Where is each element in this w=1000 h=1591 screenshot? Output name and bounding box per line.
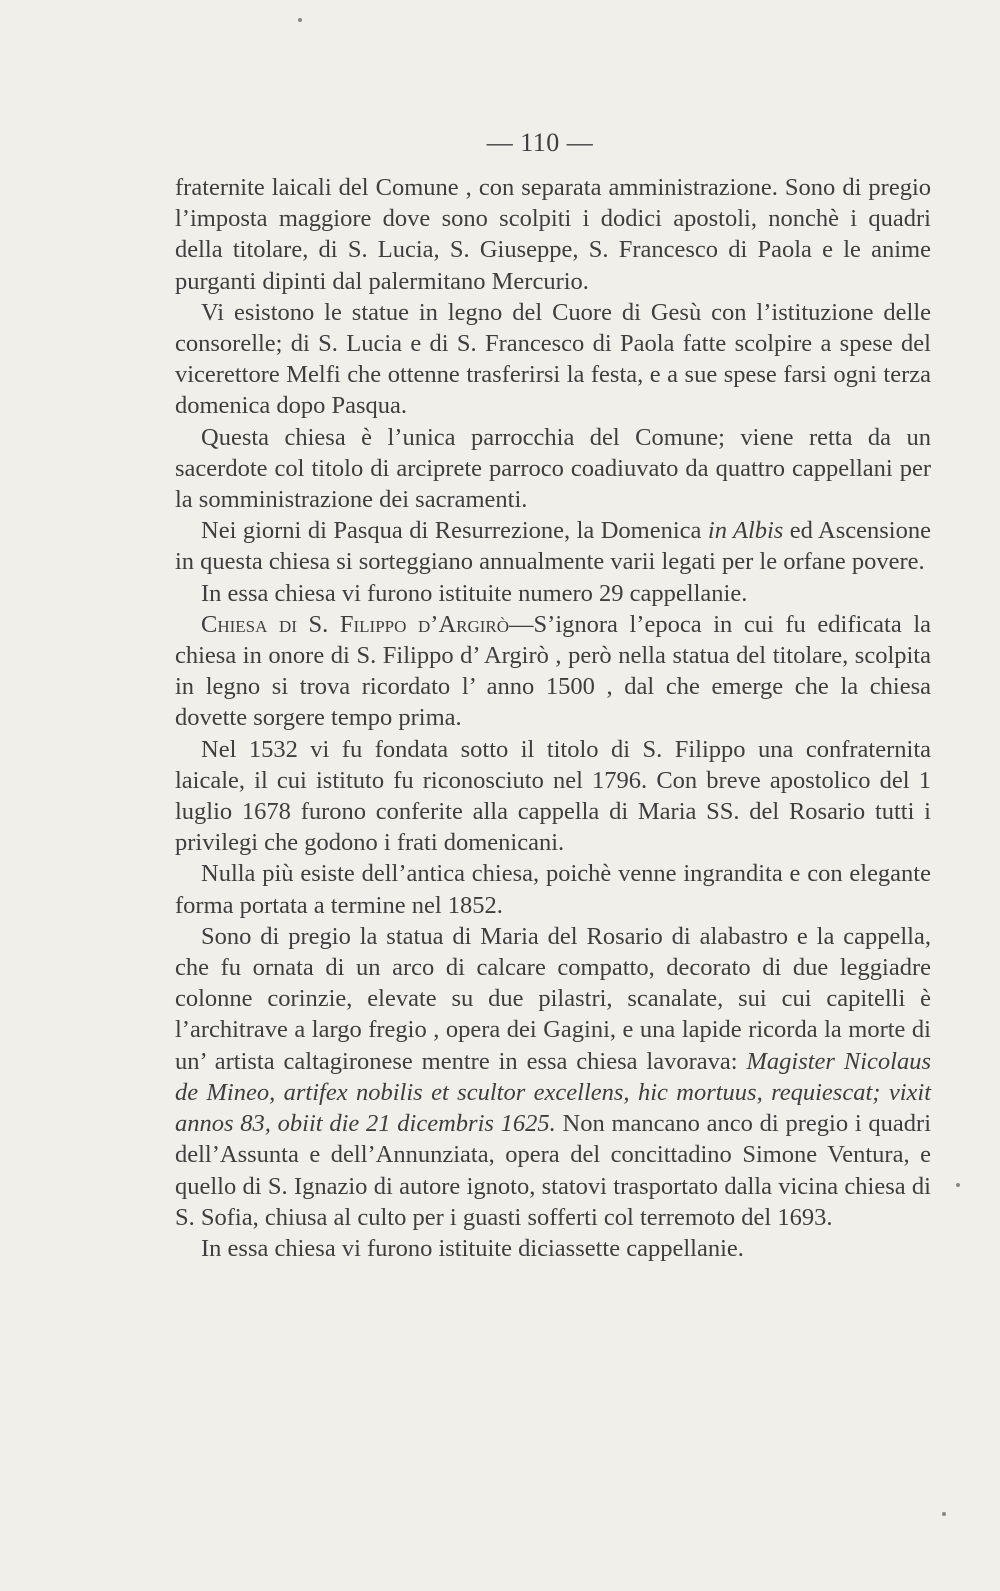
body-text — [175, 172, 931, 1264]
paragraph-text: Nulla più esiste dell’antica chiesa, poichè venne ingrandita e con elegante forma portata a termine nel 1852. — [175, 860, 931, 919]
paragraph — [175, 422, 931, 516]
paragraph-text: Sono di pregio la statua di Maria del Rosario di alabastro e la cappella, che fu ornata di un arco di calcare compatto, decorato di due leggiadre colonne corinzie, elevate su due pilastri, scanalate, sui cui capitelli è l’architrave a largo fregio , opera dei Gagini, e una lapide ricorda la morte di un’ artista caltagironese mentre in essa chiesa lavorava: — [175, 922, 931, 1075]
paragraph-text: Questa chiesa è l’unica parrocchia del Comune; viene retta da un sacerdote col titolo di arciprete parroco coadiuvato da quattro cappellani per la somministrazione dei sacramenti. — [175, 423, 931, 514]
section-heading: Chiesa di S. Filippo d’Argirò — [201, 610, 510, 638]
print-speck — [956, 1183, 960, 1187]
paragraph — [175, 172, 931, 297]
paragraph — [175, 609, 931, 734]
paragraph — [175, 921, 931, 1233]
print-speck — [298, 18, 302, 22]
paragraph — [175, 578, 931, 609]
paragraph-text: Non mancano anco di pregio i quadri dell’Assunta e dell’Annunziata, opera del concittadino Simone Ventura, e quello di S. Ignazio di autore ignoto, statovi trasportato dalla vicina chiesa di S. Sofia, chiusa al culto per i guasti sofferti col terremoto del 1693. — [175, 1110, 931, 1231]
paragraph-text: Vi esistono le statue in legno del Cuore di Gesù con l’istituzione delle consorelle; di S. Lucia e di S. Francesco di Paola fatte scolpire a spese del vicerettore Melfi che ottenne trasferirsi la festa, e a sue spese farsi ogni terza domenica dopo Pasqua. — [175, 298, 931, 420]
page-number: — 110 — — [486, 128, 594, 157]
paragraph — [175, 858, 931, 920]
italic-text: Magister Nicolaus de Mineo, artifex nobilis et scultor excellens, hic mortuus, requiescat; vixit annos 83, obiit die 21 dicembris 1625. — [175, 1047, 931, 1138]
paragraph-text: In essa chiesa vi furono istituite numero 29 cappellanie. — [201, 579, 748, 607]
print-speck — [942, 1512, 946, 1516]
paragraph-text: fraternite laicali del Comune , con separata amministrazione. Sono di pregio l’imposta maggiore dove sono scolpiti i dodici apostoli, nonchè i quadri della titolare, di S. Lucia, S. Giuseppe, S. Francesco di Paola e le anime purganti dipinti dal palermitano Mercurio. — [175, 174, 931, 295]
paragraph — [175, 734, 931, 859]
paragraph — [175, 515, 931, 577]
paragraph-text: In essa chiesa vi furono istituite diciassette cappellanie. — [201, 1234, 744, 1262]
paragraph — [175, 297, 931, 422]
paragraph-text: ed Ascensione in questa chiesa si sorteggiano annualmente varii legati per le orfane povere. — [175, 517, 931, 576]
paragraph-text: Nei giorni di Pasqua di Resurrezione, la Domenica — [201, 517, 708, 545]
paragraph — [175, 1233, 931, 1264]
paragraph-text: Nel 1532 vi fu fondata sotto il titolo di S. Filippo una confraternita laicale, il cui istituto fu riconosciuto nel 1796. Con breve apostolico del 1 luglio 1678 furono conferite alla cappella di Maria SS. del Rosario tutti i privilegi che godono i frati domenicani. — [175, 735, 931, 857]
italic-text: in Albis — [707, 517, 784, 545]
paragraph-text: —S’ignora l’epoca in cui fu edificata la chiesa in onore di S. Filippo d’ Argirò , però nella statua del titolare, scolpita in legno si trova ricordato l’ anno 1500 , dal che emerge che la chiesa dovette sorgere tempo prima. — [175, 610, 931, 732]
